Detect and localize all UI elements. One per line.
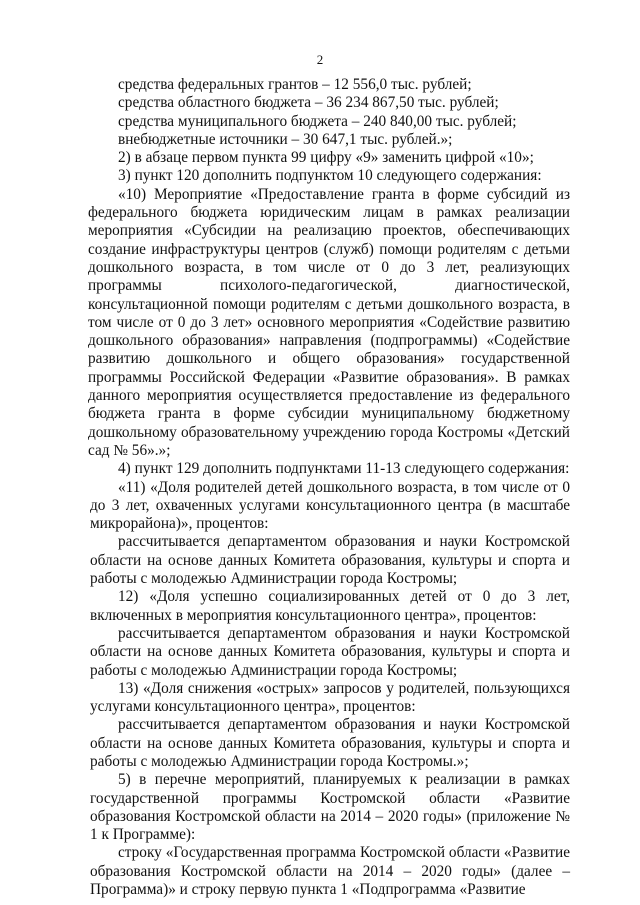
paragraph-item-4: 4) пункт 129 дополнить подпунктами 11-13 следующего содержания:	[118, 460, 570, 478]
paragraph-item-3: 3) пункт 120 дополнить подпунктом 10 следующего содержания:	[118, 167, 542, 185]
paragraph-item-5: 5) в перечне мероприятий, планируемых к реализации в рамках государственной программы Костромской области «Развитие образования Костромской области на 2014 – 2020 годы» (приложение № 1 к Программе):	[90, 771, 570, 844]
paragraph-calc-12: рассчитывается департаментом образования и науки Костромской области на основе данных Комитета образования, культуры и спорта и работы с молодежью Администрации города Костромы;	[90, 624, 570, 679]
paragraph-subitem-13: 13) «Доля снижения «острых» запросов у родителей, пользующихся услугами консультационного центра», процентов:	[90, 679, 570, 716]
paragraph-calc-11: рассчитывается департаментом образования и науки Костромской области на основе данных Комитета образования, культуры и спорта и работы с молодежью Администрации города Костромы;	[90, 533, 570, 588]
paragraph-measure-10-text: «10) Мероприятие «Предоставление гранта в форме субсидий из федерального бюджета юридическим лицам в рамках реализации мероприятия «Субсидии на реализацию проектов, обеспечивающих создание инфраструктуры центров (служб) помощи родителям с детьми дошкольного возраста, в том числе от 0 до 3 лет, реализующих программы психолого-педагогической, диагностической, консультационной помощи родителям с детьми дошкольного возраста, в том числе от 0 до 3 лет» основного мероприятия «Содействие развитию дошкольного образования» направления (подпрограммы) «Содействие развитию дошкольного и общего образования» государственной программы Российской Федерации «Развитие образования». В рамках данного мероприятия осуществляется предоставление из федерального бюджета гранта в форме субсидии муниципальному бюджетному дошкольному образовательному учреждению города Костромы «Детский сад № 56».»;	[88, 185, 570, 459]
paragraph-subitem-11: «11) «Доля родителей детей дошкольного возраста, в том числе от 0 до 3 лет, охваченных услугами консультационного центра (в масштабе микрорайона)», процентов:	[90, 478, 570, 533]
paragraph-extrabudgetary: внебюджетные источники – 30 647,1 тыс. рублей.»;	[118, 130, 453, 148]
paragraph-program-row: строку «Государственная программа Костромской области «Развитие образования Костромской области на 2014 – 2020 годы» (далее – Программа)» и строку первую пункта 1 «Подпрограмма «Развитие	[90, 844, 570, 899]
page-number: 2	[316, 52, 324, 67]
paragraph-municipal-budget: средства муниципального бюджета – 240 840,00 тыс. рублей;	[118, 112, 517, 130]
paragraph-calc-13: рассчитывается департаментом образования и науки Костромской области на основе данных Комитета образования, культуры и спорта и работы с молодежью Администрации города Костромы.»;	[90, 716, 570, 770]
paragraph-regional-budget: средства областного бюджета – 36 234 867,50 тыс. рублей;	[118, 94, 499, 112]
paragraph-subitem-12: 12) «Доля успешно социализированных детей от 0 до 3 лет, включенных в мероприятия консультационного центра», процентов:	[90, 588, 570, 624]
paragraph-measure-10	[0, 186, 570, 460]
paragraph-federal-grants: средства федеральных грантов – 12 556,0 тыс. рублей;	[118, 76, 472, 93]
document-body	[88, 76, 570, 899]
paragraph-item-2: 2) в абзаце первом пункта 99 цифру «9» заменить цифрой «10»;	[118, 149, 534, 167]
